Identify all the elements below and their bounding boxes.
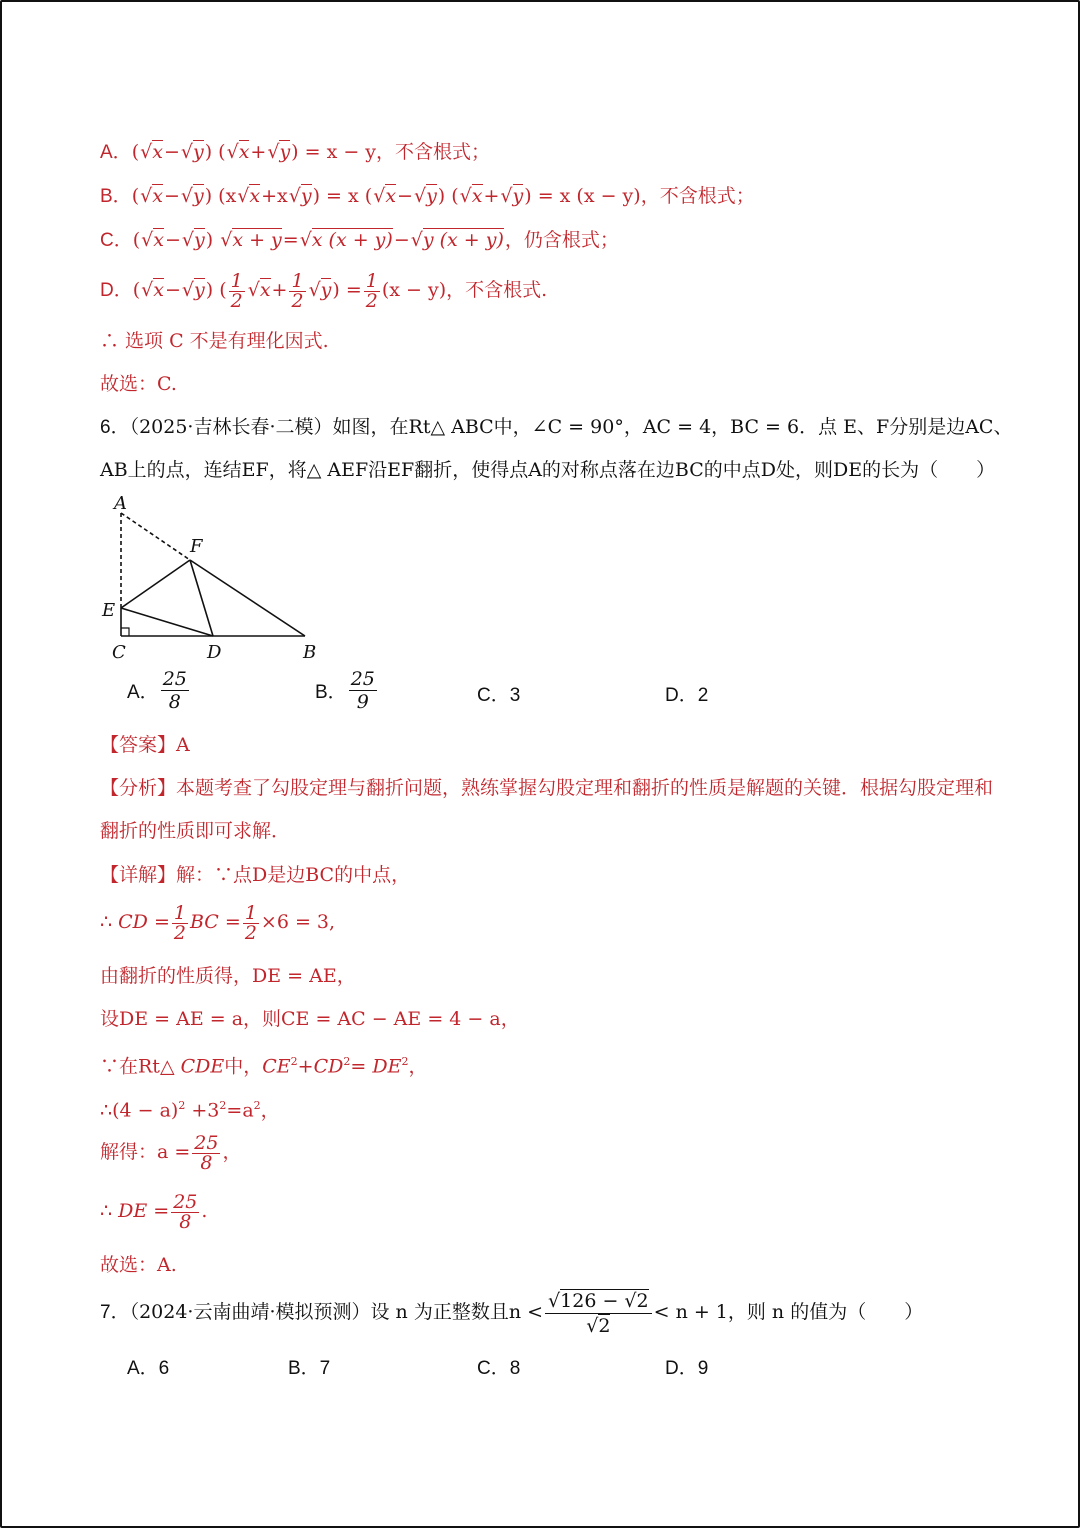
- segment-fd: [190, 560, 213, 636]
- q6-detail-line6: ∴(4 − $a)^2 +3^2=a^2$，: [100, 1099, 280, 1122]
- solution-line-d: D．(√x−√y) ( $\frac{1}{2}$ √x+ $\frac{1}{2}$ √y) = $\frac{1}{2}$ (x − y)，不含根式.: [100, 269, 548, 312]
- q6-option-b[interactable]: B． $\frac{25}{9}$: [315, 668, 375, 713]
- q6-stem1: 如图，在Rt△ ABC中，∠C = 90°，AC = 4，BC = 6．点 E、F分别是边AC、: [332, 416, 1013, 438]
- q6-detail-line1: 【详解】解：∵点D是边BC的中点，: [100, 864, 411, 886]
- solution-line-b: B．(√x−√y) (x√x+x√y) = x (√x−√y) (√x+√y) = x (x − y)，不含根式；: [100, 185, 755, 207]
- right-angle-mark: [121, 628, 129, 636]
- label-f: F: [190, 536, 203, 557]
- label-e: E: [102, 600, 116, 621]
- q7-stem-post: < n + 1，则 n 的值为（ ）: [653, 1301, 924, 1323]
- q6-detail-line4: 设DE = AE = a，则CE = AC − AE = 4 − a，: [100, 1008, 520, 1030]
- q6-analysis-line1: 【分析】本题考查了勾股定理与翻折问题，熟练掌握勾股定理和翻折的性质是解题的关键．根据勾股定理和: [100, 777, 994, 799]
- q7-option-c[interactable]: C．8: [477, 1358, 521, 1379]
- q7-option-d[interactable]: D．9: [665, 1358, 709, 1379]
- q6-detail-line8: ∴ DE = $\frac{25}{8}$ .: [100, 1190, 208, 1233]
- q6-answer: 【答案】A: [100, 734, 190, 756]
- q6-number: 6．: [100, 417, 130, 438]
- q6-source: （2025·吉林长春·二模）: [129, 416, 333, 438]
- segment-af-dashed: [121, 513, 190, 560]
- q7-source: （2024·云南曲靖·模拟预测）: [129, 1301, 371, 1323]
- q7-stem-pre: 设 n 为正整数且n <: [370, 1301, 544, 1323]
- solution-line-c: C．(√x−√y) √x + y=√x (x + y)−√y (x + y)，仍含根式；: [100, 229, 619, 251]
- segment-ef: [121, 560, 190, 608]
- q6-option-d[interactable]: D．2: [665, 685, 709, 706]
- q6-final-answer: 故选：A.: [100, 1254, 177, 1276]
- q6-analysis-line2: 翻折的性质即可求解．: [100, 820, 291, 842]
- q6-detail-line7: 解得：a = $\frac{25}{8}$ ，: [100, 1131, 242, 1174]
- q7-option-a[interactable]: A．6: [127, 1358, 170, 1379]
- q6-detail-line3: 由翻折的性质得，DE = AE，: [100, 965, 356, 987]
- solution-conclusion: ∴ 选项 C 不是有理化因式.: [100, 330, 329, 352]
- q6-stem-line2: AB上的点，连结EF，将△ AEF沿EF翻折，使得点A的对称点落在边BC的中点D处，则DE的长为（ ）: [100, 459, 996, 481]
- q7-number: 7．: [100, 1302, 130, 1323]
- label-b: B: [303, 642, 317, 663]
- solution-answer: 故选：C.: [100, 373, 177, 395]
- label-c: C: [112, 642, 126, 663]
- solution-line-a: A．(√x−√y) (√x+√y) = x − y，不含根式；: [100, 141, 491, 163]
- q6-detail-line5: ∵在Rt△ CDE中，$CE^2+CD^2= DE^2$，: [100, 1055, 428, 1078]
- q7-stem: [100, 1286, 923, 1339]
- segment-ed: [121, 608, 213, 636]
- label-d: D: [207, 642, 222, 663]
- q6-detail-line2: ∴ CD = $\frac{1}{2}$ BC = $\frac{1}{2}$ ×6 = 3,: [100, 901, 336, 944]
- q6-option-c[interactable]: C．3: [477, 685, 521, 706]
- q7-option-b[interactable]: B．7: [288, 1358, 331, 1379]
- q7-fraction: $\frac{√126 - √2}{√2}$: [545, 1289, 652, 1338]
- q6-stem-line1: [100, 414, 1012, 441]
- q6-option-a[interactable]: A． $\frac{25}{8}$: [127, 668, 187, 713]
- label-a: A: [114, 493, 127, 514]
- q6-triangle-figure: [92, 490, 332, 665]
- segment-fb: [190, 560, 305, 636]
